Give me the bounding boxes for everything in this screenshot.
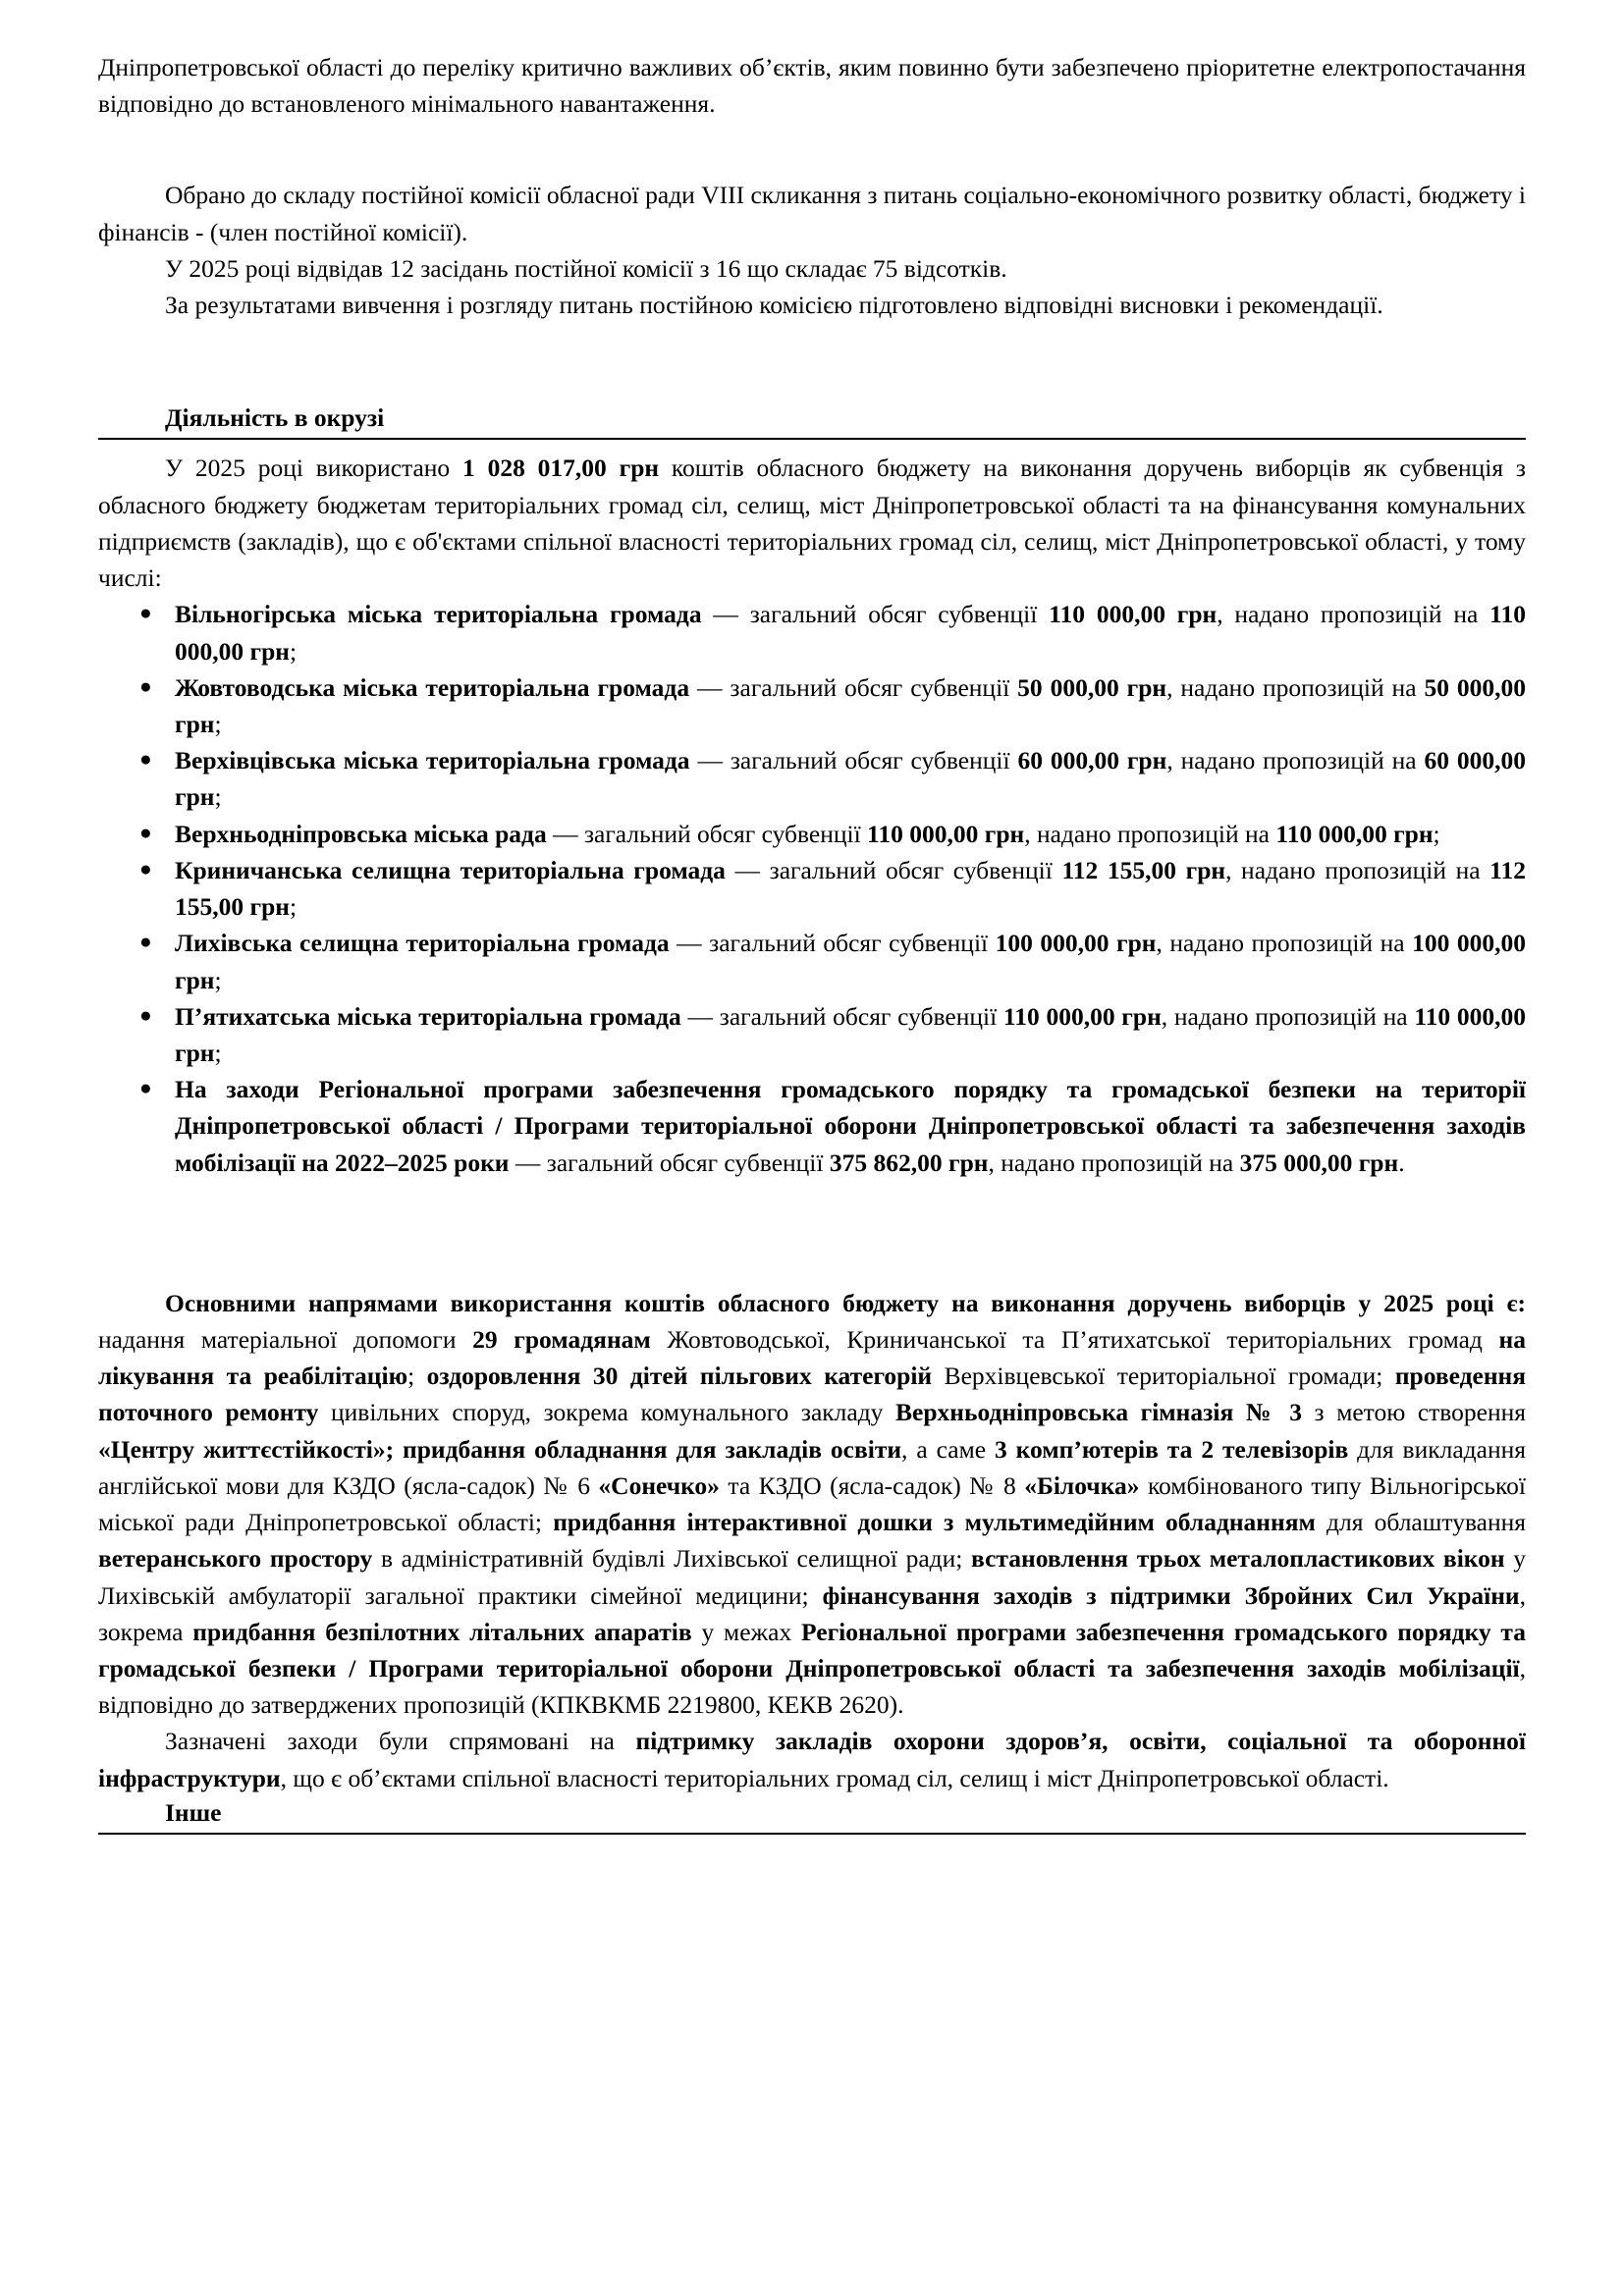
summary-text-23: ветеранського простору — [98, 1544, 373, 1574]
summary-text-12: з метою створення — [1301, 1398, 1527, 1427]
district-lead-amount: 1 028 017,00 грн — [462, 454, 660, 483]
offered-label: , надано пропозицій на — [1156, 929, 1413, 958]
community-name: Криничанська селищна територіальна громада — [175, 855, 726, 884]
list-item — [98, 925, 1526, 997]
bullet-dot-icon: ● — [139, 1076, 152, 1100]
offered-amount: 110 000,00 грн — [1275, 819, 1434, 848]
document-body — [98, 49, 1526, 1835]
list-item — [98, 998, 1526, 1071]
bullet-dot-icon: ● — [139, 930, 152, 954]
list-item-terminator: ; — [214, 1038, 222, 1067]
summary-text-7: оздоровлення 30 дітей пільгових категорій — [426, 1362, 933, 1391]
summary-text-31: Регіональної програми забезпечення громадського порядку та громадської безпеки / Програми територіальної оборони Дніпропетровської області та забезпечення заходів мобілізації — [98, 1617, 1527, 1683]
summary-text-27: фінансування заходів з підтримки Збройних Сил України — [822, 1580, 1520, 1610]
community-name: Лихівська селищна територіальна громада — [175, 929, 670, 958]
community-name: Верхівцівська міська територіальна громада — [175, 746, 690, 775]
section-heading-other: Інше — [165, 1797, 222, 1827]
subvention-total-amount: 60 000,00 грн — [1017, 746, 1167, 775]
offered-label: , надано пропозицій на — [988, 1148, 1240, 1177]
list-item — [98, 742, 1526, 815]
summary-text-1: Основними напрямами використання коштів обласного бюджету на виконання доручень виборців у 2025 році є: — [165, 1288, 1526, 1317]
subvention-label: — загальний обсяг субвенції — [546, 819, 868, 848]
main-directions-paragraph — [98, 1285, 1526, 1724]
elected-commission-paragraph: Обрано до складу постійної комісії обласної ради VIII скликання з питань соціально-економічного розвитку області, бюджету і фінансів - (член постійної комісії). — [98, 181, 1526, 246]
summary-text-3: 29 громадянам — [472, 1325, 651, 1355]
bullet-dot-icon: ● — [139, 820, 152, 844]
summary-text-17: «Сонечко» — [598, 1470, 720, 1500]
summary-text-10: цивільних споруд, зокрема комунального закладу — [318, 1398, 896, 1427]
offered-label: , надано пропозицій на — [1166, 746, 1425, 775]
subvention-label: — загальний обсяг субвенції — [689, 672, 1018, 702]
summary-text-6: ; — [407, 1362, 427, 1391]
spacer — [98, 1181, 1526, 1285]
subvention-label: — загальний обсяг субвенції — [669, 929, 996, 958]
community-name: Вільногірська міська територіальна громада — [175, 600, 702, 629]
summary-text-4: Жовтоводської, Криничанської та П’ятихатської територіальних громад — [650, 1325, 1499, 1355]
subvention-label: — загальний обсяг субвенції — [509, 1148, 830, 1177]
conclusions-paragraph: За результатами вивчення і розгляду питань постійною комісією підготовлено відповідні висновки і рекомендації. — [165, 291, 1383, 320]
district-lead-text-b: коштів обласного бюджету на виконання доручень виборців як субвенція з обласного бюджету бюджетам територіальних громад сіл, селищ, міст Дніпропетровської області та на фінансування комунальних підприємств (закладів), що є об'єктами спільної власності територіальних громад сіл, селищ, міст Дніпропетровської області, у тому числі: — [98, 454, 1526, 593]
community-name: Жовтоводська міська територіальна громада — [175, 672, 690, 702]
attendance-paragraph: У 2025 році відвідав 12 засідань постійної комісії з 16 що складає 75 відсотків. — [165, 253, 1007, 283]
list-item — [98, 596, 1526, 668]
summary-text-19: «Білочка» — [1024, 1470, 1140, 1500]
summary-text-16: для викладання англійської мови для КЗДО (ясла-садок) № 6 — [98, 1434, 1526, 1500]
subvention-total-amount: 110 000,00 грн — [867, 819, 1025, 848]
summary-text-32: , відповідно до затверджених пропозицій (КПКВКМБ 2219800, КЕКВ 2620). — [98, 1654, 1526, 1720]
community-name: П’ятихатська міська територіальна громада — [175, 1001, 681, 1031]
summary-text-8: Верхівцевської територіальної громади; — [932, 1362, 1395, 1391]
closing-paragraph — [98, 1723, 1526, 1795]
offered-amount: 375 000,00 грн — [1239, 1148, 1399, 1177]
offered-amount: 100 000,00 грн — [175, 929, 1527, 994]
summary-text-18: та КЗДО (ясла-садок) № 8 — [719, 1470, 1025, 1500]
subvention-bullet-list — [98, 596, 1526, 1181]
spacer — [98, 323, 1526, 401]
summary-text-22: для облаштування — [1315, 1508, 1526, 1537]
closing-text-3: , що є об’єктами спільної власності територіальних громад сіл, селищ і міст Дніпропетровської області. — [280, 1763, 1389, 1792]
summary-text-11: Верхньодніпровська гімназія № 3 — [895, 1398, 1302, 1427]
spacer — [98, 122, 1526, 177]
community-name: На заходи Регіональної програми забезпечення громадського порядку та громадської безпеки на території Дніпропетровської області / Програми територіальної оборони Дніпропетровської області та забезпечення заходів мобілізації на 2022–2025 роки — [175, 1075, 1526, 1177]
summary-text-13: «Центру життєстійкості»; придбання обладнання для закладів освіти — [98, 1434, 902, 1464]
list-item-terminator: ; — [1433, 819, 1440, 848]
summary-text-26: у Лихівській амбулаторії загальної практики сімейної медицини; — [98, 1544, 1526, 1610]
offered-amount: 112 155,00 грн — [175, 855, 1526, 922]
summary-text-9: проведення поточного ремонту — [98, 1362, 1526, 1427]
subvention-total-amount: 100 000,00 грн — [995, 929, 1157, 958]
bullet-dot-icon: ● — [139, 1002, 152, 1027]
community-name: Верхньодніпровська міська рада — [175, 819, 547, 848]
subvention-total-amount: 112 155,00 грн — [1061, 855, 1226, 884]
district-lead-paragraph — [98, 450, 1526, 596]
closing-text-2: підтримку закладів охорони здоров’я, освіти, соціальної та оборонної інфраструктури — [98, 1727, 1526, 1792]
summary-text-14: , а саме — [901, 1434, 995, 1464]
list-item-terminator: ; — [214, 782, 222, 812]
offered-label: , надано пропозицій на — [1217, 600, 1490, 629]
bullet-dot-icon: ● — [139, 601, 152, 625]
section-divider-rule — [98, 438, 1526, 440]
subvention-label: — загальний обсяг субвенції — [680, 1001, 1003, 1031]
section-heading-district-activity: Діяльність в окрузі — [165, 403, 385, 433]
summary-text-28: , зокрема — [98, 1580, 1526, 1646]
offered-label: , надано пропозицій на — [1024, 819, 1276, 848]
offered-label: , надано пропозицій на — [1225, 855, 1490, 884]
bullet-dot-icon: ● — [139, 747, 152, 772]
list-item-terminator: ; — [214, 709, 222, 738]
list-item-terminator: ; — [289, 892, 298, 922]
list-item — [98, 816, 1526, 852]
offered-amount: 50 000,00 грн — [175, 672, 1527, 738]
offered-amount: 110 000,00 грн — [175, 1001, 1527, 1067]
closing-text-1: Зазначені заходи були спрямовані на — [165, 1727, 636, 1756]
list-item-terminator: ; — [289, 636, 298, 666]
list-item — [98, 1071, 1526, 1181]
subvention-total-amount: 375 862,00 грн — [829, 1148, 989, 1177]
summary-text-29: придбання безпілотних літальних апаратів — [192, 1617, 692, 1646]
list-item — [98, 852, 1526, 925]
list-item-terminator: ; — [214, 965, 222, 994]
summary-text-5: на лікування та реабілітацію — [98, 1325, 1526, 1391]
offered-amount: 110 000,00 грн — [175, 600, 1527, 666]
bullet-dot-icon: ● — [139, 673, 152, 698]
summary-text-30: у межах — [691, 1617, 802, 1646]
summary-text-25: встановлення трьох металопластикових вікон — [971, 1544, 1505, 1574]
district-lead-text-a: У 2025 році використано — [165, 454, 463, 483]
list-item — [98, 669, 1526, 742]
summary-text-24: в адміністративній будівлі Лихівської селищної ради; — [372, 1544, 972, 1574]
offered-amount: 60 000,00 грн — [175, 746, 1526, 812]
subvention-label: — загальний обсяг субвенції — [701, 600, 1050, 629]
subvention-total-amount: 50 000,00 грн — [1017, 672, 1167, 702]
intro-continuation-paragraph: Дніпропетровської області до переліку критично важливих об’єктів, яким повинно бути забезпечено пріоритетне електропостачання відповідно до встановленого мінімального навантаження. — [98, 53, 1526, 119]
section-divider-rule-other — [98, 1833, 1526, 1835]
subvention-total-amount: 110 000,00 грн — [1049, 600, 1218, 629]
subvention-total-amount: 110 000,00 грн — [1002, 1001, 1162, 1031]
subvention-label: — загальний обсяг субвенції — [689, 746, 1018, 775]
subvention-label: — загальний обсяг субвенції — [725, 855, 1062, 884]
summary-text-2: надання матеріальної допомоги — [98, 1325, 473, 1355]
summary-text-21: придбання інтерактивної дошки з мультимедійним обладнанням — [553, 1508, 1316, 1537]
summary-text-20: комбінованого типу Вільногірської міської ради Дніпропетровської області; — [98, 1470, 1526, 1537]
offered-label: , надано пропозицій на — [1161, 1001, 1415, 1031]
summary-text-15: 3 комп’ютерів та 2 телевізорів — [994, 1434, 1349, 1464]
offered-label: , надано пропозицій на — [1166, 672, 1425, 702]
bullet-dot-icon: ● — [139, 856, 152, 881]
list-item-terminator: . — [1398, 1148, 1405, 1177]
